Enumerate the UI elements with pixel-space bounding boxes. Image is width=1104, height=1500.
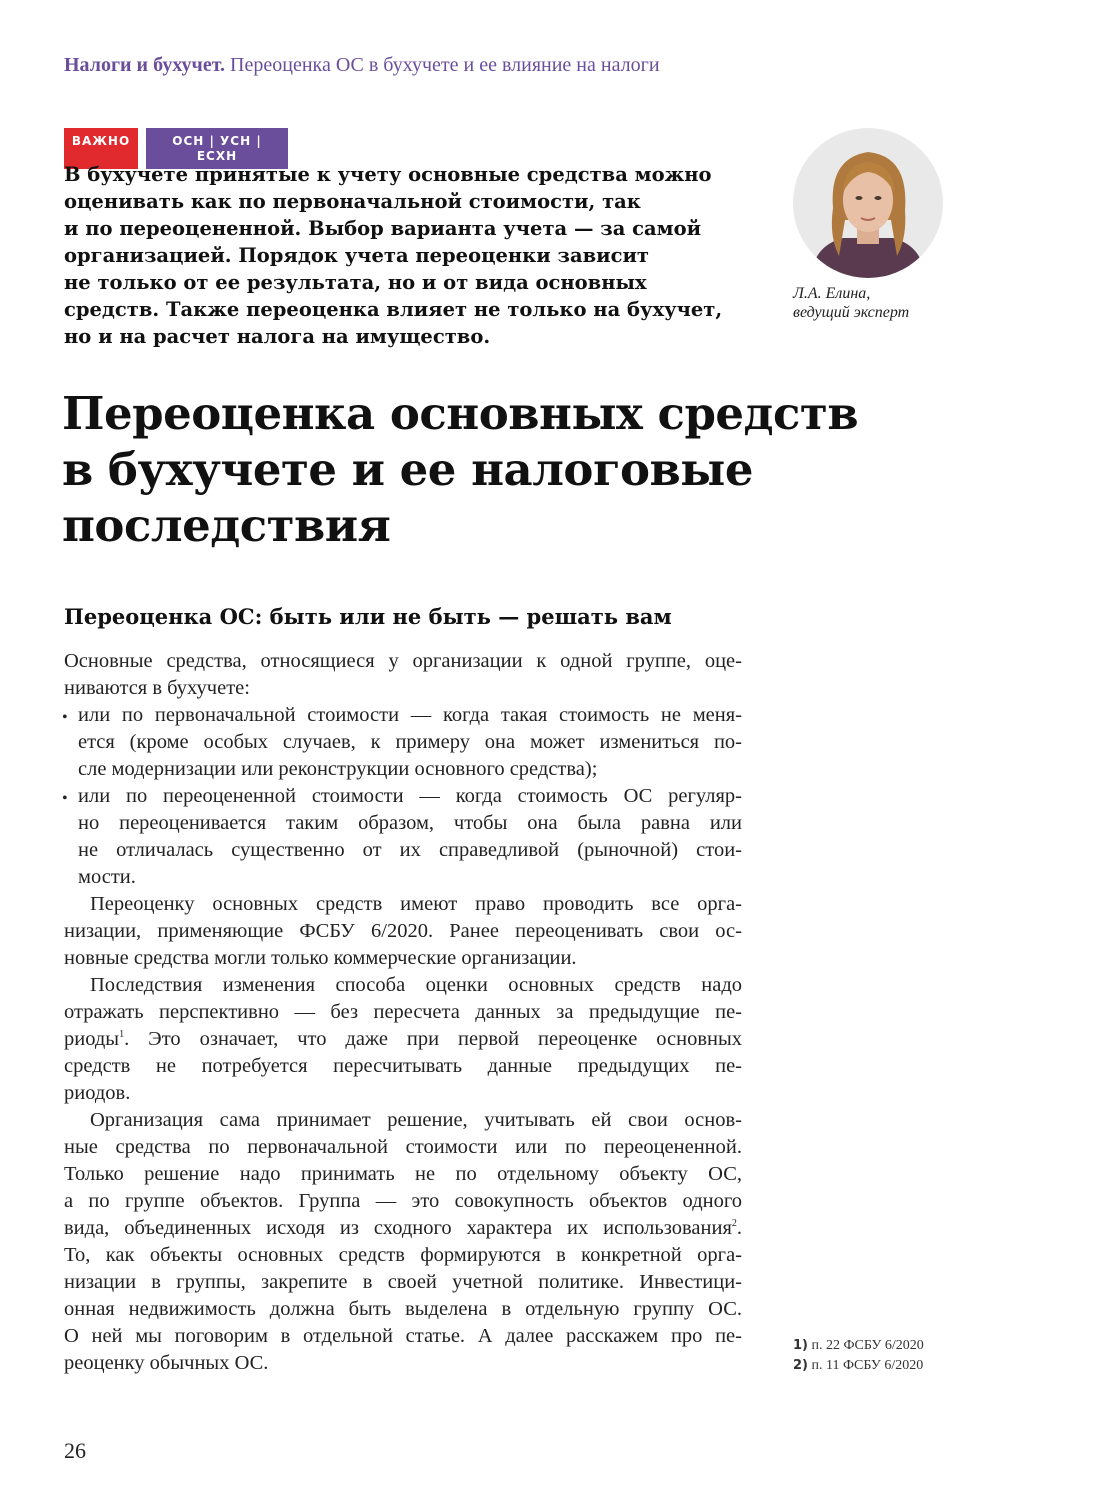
body-line: Организация сама принимает решение, учитывать ей свои основ- — [90, 1109, 742, 1131]
running-header — [64, 54, 660, 77]
lead-line: средств. Также переоценка влияет не только на бухучет, — [64, 298, 723, 321]
body-line: мости. — [78, 866, 136, 888]
article-main-title — [62, 386, 858, 554]
page-number: 26 — [64, 1438, 86, 1463]
section-title: Налоги и бухучет. — [64, 54, 226, 76]
body-line: низации, применяющие ФСБУ 6/2020. Ранее переоценивать свои ос- — [64, 920, 742, 942]
body-line: ется (кроме особых случаев, к примеру она может измениться по- — [78, 731, 742, 753]
author-caption — [793, 284, 909, 322]
lead-paragraph — [64, 161, 744, 350]
body-line: Основные средства, относящиеся у организации к одной группе, оце- — [64, 650, 742, 672]
left-eye — [856, 196, 863, 200]
lead-line: организацией. Порядок учета переоценки зависит — [64, 244, 650, 267]
body-line: То, как объекты основных средств формируются в конкретной орга- — [64, 1244, 742, 1266]
author-portrait-icon — [793, 128, 943, 278]
bullet-marker: • — [62, 790, 68, 807]
article-body — [64, 648, 742, 1377]
body-line: новные средства могли только коммерческие организации. — [64, 947, 577, 969]
lead-line: не только от ее результата, но и от вида основных — [64, 271, 647, 294]
footnote-ref-2: 2 — [731, 1218, 737, 1230]
footnote-2 — [793, 1356, 924, 1376]
body-line — [64, 1026, 742, 1053]
title-line: Переоценка основных средств — [62, 387, 859, 440]
important-badge: ВАЖНО — [64, 128, 138, 169]
title-line: в бухучете и ее налоговые — [62, 443, 754, 496]
author-name: Л.А. Елина, — [793, 285, 871, 302]
body-line: или по переоцененной стоимости — когда стоимость ОС регуляр- — [78, 785, 742, 807]
body-line: ниваются в бухучете: — [64, 677, 250, 699]
body-line: ные средства по первоначальной стоимости или по переоцененной. — [64, 1136, 742, 1158]
bullet-marker: • — [62, 709, 68, 726]
footnotes — [793, 1336, 924, 1376]
lead-line: и по переоцененной. Выбор варианта учета — за самой — [64, 217, 702, 240]
body-fragment: вида, объединенных исходя из сходного характера их использования — [64, 1217, 732, 1239]
body-line: реоценку обычных ОС. — [64, 1352, 269, 1374]
body-line: но переоценивается таким образом, чтобы она была равна или — [78, 812, 742, 834]
body-line: Переоценку основных средств имеют право проводить все орга- — [90, 893, 742, 915]
body-line: О ней мы поговорим в отдельной статье. А далее расскажем про пе- — [64, 1325, 742, 1347]
body-fragment: риоды — [64, 1028, 120, 1050]
lead-line: В бухучете принятые к учету основные средства можно — [64, 163, 712, 186]
body-line: риодов. — [64, 1082, 131, 1104]
footnote-text: п. 22 ФСБУ 6/2020 — [811, 1338, 924, 1353]
body-line: средств не потребуется пересчитывать данные предыдущих пе- — [64, 1055, 742, 1077]
author-photo — [793, 128, 943, 278]
body-fragment: . — [736, 1217, 742, 1239]
article-title: Переоценка ОС в бухучете и ее влияние на налоги — [230, 54, 660, 76]
footnote-mark: 2) — [793, 1358, 808, 1373]
body-line: низации в группы, закрепите в своей учетной политике. Инвестици- — [64, 1271, 742, 1293]
lead-line: оценивать как по первоначальной стоимости, так — [64, 190, 641, 213]
right-eye — [875, 196, 882, 200]
body-fragment: . Это означает, что даже при первой переоценке основных — [124, 1028, 742, 1050]
author-role: ведущий эксперт — [793, 304, 910, 321]
footnote-1 — [793, 1336, 924, 1356]
body-line — [64, 1215, 742, 1242]
body-line: Только решение надо принимать не по отдельному объекту ОС, — [64, 1163, 742, 1185]
section-subheading: Переоценка ОС: быть или не быть — решать вам — [64, 604, 672, 629]
bullet-item — [64, 702, 742, 783]
bullet-item — [64, 783, 742, 891]
body-line: сле модернизации или реконструкции основного средства); — [78, 758, 598, 780]
title-line: последствия — [62, 499, 391, 552]
footnote-text: п. 11 ФСБУ 6/2020 — [811, 1358, 924, 1373]
body-line: Последствия изменения способа оценки основных средств надо — [90, 974, 742, 996]
body-line: отражать перспективно — без пересчета данных за предыдущие пе- — [64, 1001, 742, 1023]
body-line: не отличалась существенно от их справедливой (рыночной) стои- — [78, 839, 742, 861]
body-line: онная недвижимость должна быть выделена в отдельную группу ОС. — [64, 1298, 742, 1320]
footnote-ref-1: 1 — [119, 1029, 125, 1041]
tax-regime-badge: ОСН | УСН | ЕСХН — [146, 128, 288, 169]
body-line: или по первоначальной стоимости — когда такая стоимость не меня- — [78, 704, 742, 726]
footnote-mark: 1) — [793, 1338, 808, 1353]
lead-line: но и на расчет налога на имущество. — [64, 325, 491, 348]
body-line: а по группе объектов. Группа — это совокупность объектов одного — [64, 1190, 742, 1212]
